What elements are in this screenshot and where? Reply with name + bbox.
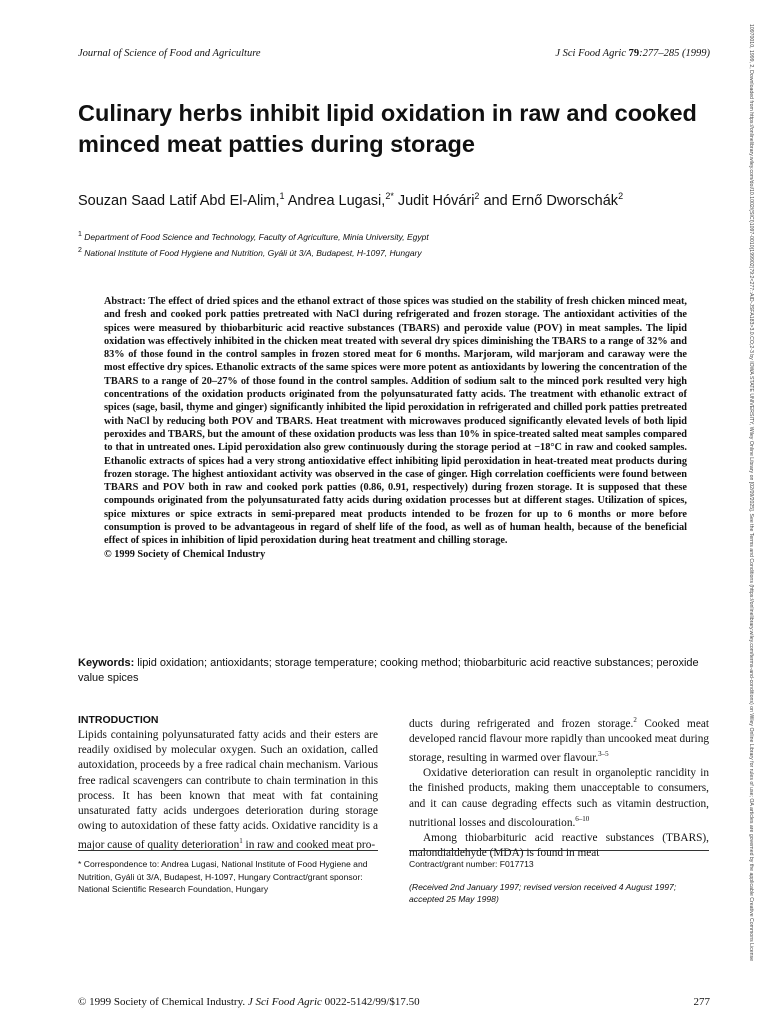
correspondence-footnote: * Correspondence to: Andrea Lugasi, National Institute of Food Hygiene and Nutrition, Gyáli út 3/A, Budapest, H-1097, Hungary Contract/grant sponsor: National Scientific Research Foundation, Hungary	[78, 859, 368, 894]
affiliation-item: $^1$ Department of Food Science and Technology, Faculty of Agriculture, Minia University, Egypt	[78, 231, 429, 242]
body-paragraph: Among thiobarbituric acid reactive substances (TBARS), malondialdehyde (MDA) is found in meat	[409, 831, 709, 859]
page-number: 277	[693, 996, 710, 1008]
reference-mark: 1	[239, 837, 243, 846]
author-affil-mark: 1	[279, 191, 285, 201]
download-notice-text: 10970010, 1999, 2, Downloaded from https://onlinelibrary.wiley.com/doi/10.1002/(SICI)1097-0010(199902)79:2<277::AID-JSFA183>3.0.CO;2-3 by IOWA STATE UNIVERSITY, Wiley Online Library on [02/09/2025]. See the Terms and Conditions (https://onlinelibrary.wiley.com/terms-and-conditions) on Wiley Online Library for rules of use; OA articles are governed by the applicable Creative Commons License	[748, 24, 754, 961]
reference-mark: 6–10	[575, 814, 590, 823]
body-paragraph: ducts during refrigerated and frozen storage.$^2$ Cooked meat developed rancid flavour more rapidly than uncooked meat during storage, resulting in warmed over flavour.$^{3-5}$	[409, 716, 710, 764]
citation: J Sci Food Agric 79:277–285 (1999)	[555, 48, 710, 59]
author-name: Judit Hóvári	[393, 192, 475, 209]
body-column-left	[78, 713, 378, 853]
keywords	[78, 656, 711, 686]
running-header	[78, 48, 710, 59]
author-name: and Ernő Dworschák	[479, 192, 619, 209]
affiliations	[78, 228, 698, 260]
received-dates: (Received 2nd January 1997; revised version received 4 August 1997; accepted 25 May 1998)	[409, 881, 677, 904]
article-title: Culinary herbs inhibit lipid oxidation in raw and cooked minced meat patties during storage	[78, 100, 697, 157]
author-name: Souzan Saad Latif Abd El-Alim,	[78, 192, 280, 209]
author-affil-mark: 2	[474, 191, 480, 201]
abstract-text: Abstract: The effect of dried spices and the ethanol extract of those spices was studied on the stability of fresh chicken minced meat, and fresh and cooked pork patties pretreated with NaCl during refrigerated and frozen storage. The antioxidant activities of the spices were measured by thiobarbituric acid reactive substances (TBARS) and peroxide value (POV) in meat samples. The lipid oxidation was effectively inhibited in the chicken meat treated with several dry spices diminishing the TBARS to a range of 32% and 83% of those found in the control samples in frozen stored meat for 6 months. Marjoram, wild marjoram and caraway were the most effective dry spices. Ethanolic extracts of the same spices were more potent as antioxidants by lowering the concentration of the TBARS to a range of 20–27% of those found in the control samples. Addition of sodium salt to the minced pork resulted very high concentrations of the oxidation products originated from the polyunsaturated fatty acids. The treatment with ethanolic extract of spices (sage, basil, thyme and ginger) significantly inhibited the lipid peroxidation in refrigerated and chilled pork patties pretreated with NaCl by reducing both POV and TBARS. Heat treatment with microwaves produced significantly elevated levels of both lipid peroxides and TBARS, but the amount of these oxidation products was less than 10% in spice-treated salted meat samples compared to that in untreated ones. Lipid peroxidation also grew continuously during the storage period at −18°C in raw and cooked samples. Ethanolic extracts of spices had a very strong antioxidative effect inhibiting lipid peroxidation in heat-treated meat products during frozen storage. The highest antioxidant activity was observed in the case of ginger. High correlation coefficients were found between TBARS and POV both in raw and cooked pork patties (0.86, 0.91, respectively) during frozen storage. It is supposed that these compounds originated from the polyunsaturated fatty acids during oxidation processes but at different stages. Utilization of spices, spice mixtures or spice extracts in semi-prepared meat products intended to be frozen for up to 6 months or more before consumption is proved to be advantageous in regard of shelf life of the food, as well as of human health, because of the beneficial effect of spices in inhibition of lipid peroxidation during heat treatment and chilling storage.	[104, 296, 687, 547]
keywords-label: Keywords:	[78, 657, 135, 669]
author-name: Andrea Lugasi,	[284, 192, 386, 209]
grant-footnote	[409, 858, 709, 906]
body-paragraph: Lipids containing polyunsaturated fatty acids and their esters are readily oxidised by molecular oxygen. Such an oxidation, called autoxidation, proceeds by a free radical chain mechanism. Various free radical scavengers can contribute to chain termination in this process. It has been known that meat with fat containing unsaturated fatty acids undergoes deterioration during storage owing to autoxidation of these fatty acids. Oxidative rancidity is a major cause of quality deterioration$^1$ in raw and cooked meat pro-	[78, 729, 378, 852]
abstract-copyright: © 1999 Society of Chemical Industry	[104, 548, 266, 560]
author-affil-mark: 2	[618, 191, 624, 201]
footnote-divider	[409, 850, 709, 851]
journal-name: Journal of Science of Food and Agriculture	[78, 48, 261, 59]
body-column-right	[409, 713, 709, 861]
section-heading: INTRODUCTION	[78, 714, 159, 726]
reference-mark: 3–5	[598, 750, 609, 759]
abstract	[104, 295, 687, 561]
author-affil-mark: 2*	[385, 191, 394, 201]
author-list	[78, 186, 698, 211]
contract-number: Contract/grant number: F017713	[409, 859, 534, 869]
download-notice	[748, 24, 758, 1004]
reference-mark: 2	[633, 716, 637, 724]
body-paragraph: Oxidative deterioration can result in organoleptic rancidity in the finished products, making them unacceptable to consumers, and it can cause degrading effects such as vitamin destruction, nutritional losses and discolouration.$^{6-10}$	[409, 767, 709, 829]
affiliation-item: $^2$ National Institute of Food Hygiene and Nutrition, Gyáli út 3/A, Budapest, H-1097, Hungary	[78, 246, 422, 258]
footer-citation: © 1999 Society of Chemical Industry. J Sci Food Agric 0022-5142/99/$17.50	[78, 996, 420, 1008]
keywords-text: lipid oxidation; antioxidants; storage temperature; cooking method; thiobarbituric acid reactive substances; peroxide value spices	[78, 657, 699, 684]
page-footer	[78, 996, 710, 1008]
footnote-divider	[78, 850, 378, 851]
